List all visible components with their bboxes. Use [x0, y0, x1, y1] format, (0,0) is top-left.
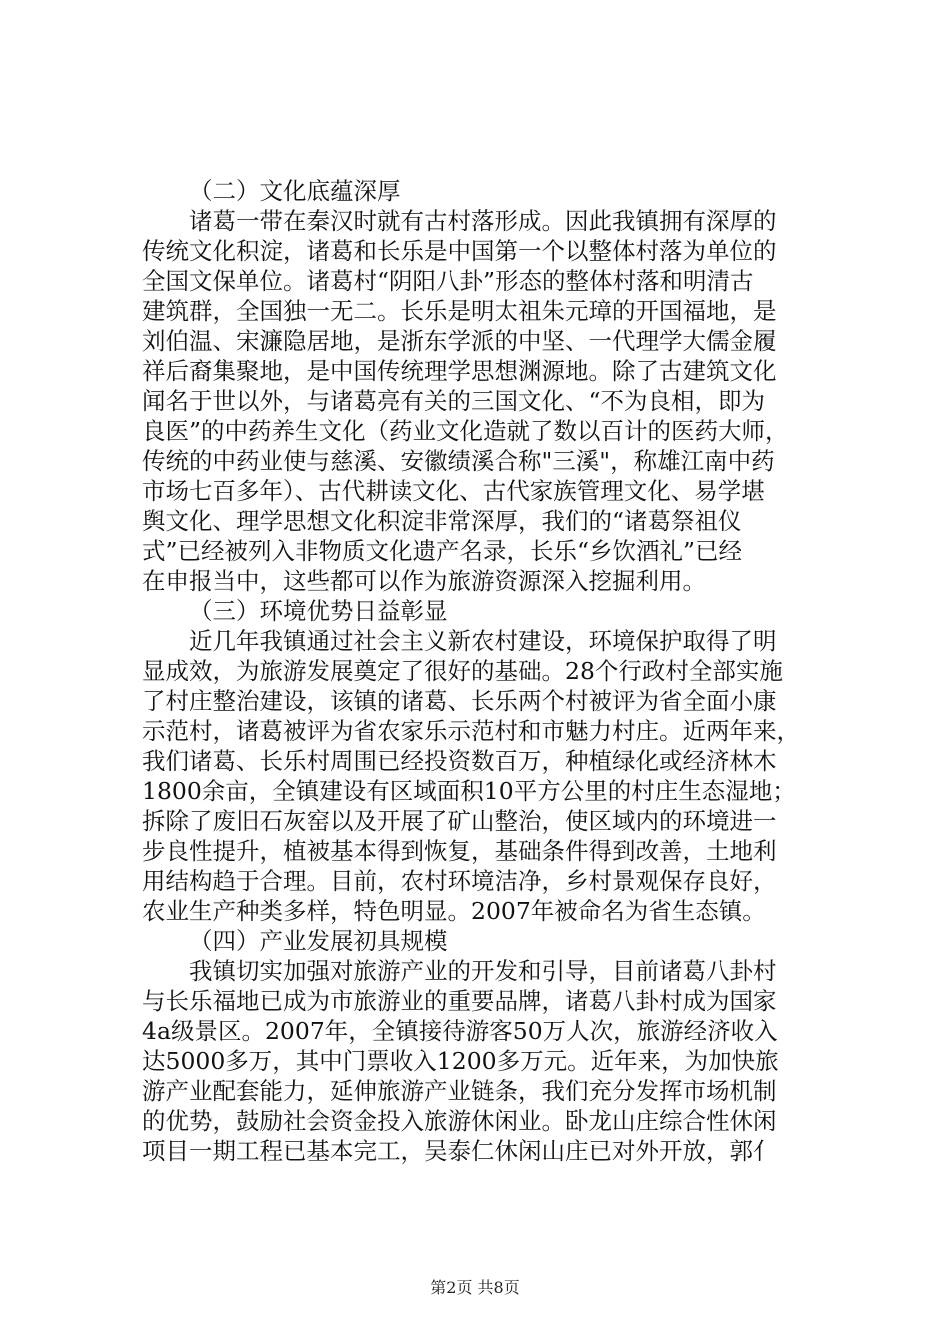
text-line: 祥后裔集聚地，是中国传统理学思想渊源地。除了古建筑文化	[142, 357, 777, 385]
text-line: 显成效，为旅游发展奠定了很好的基础。28个行政村全部实施	[142, 657, 783, 685]
text-line: 1800余亩，全镇建设有区域面积10平方公里的村庄生态湿地；	[142, 777, 796, 805]
text-line: 在申报当中，这些都可以作为旅游资源深入挖掘利用。	[142, 567, 706, 595]
text-line: （四）产业发展初具规模	[189, 927, 448, 955]
text-line: 示范村，诸葛被评为省农家乐示范村和市魅力村庄。近两年来，	[142, 717, 800, 745]
text-line: 步良性提升，植被基本得到恢复，基础条件得到改善，土地利	[142, 837, 777, 865]
text-line: （三）环境优势日益彰显	[189, 597, 448, 625]
text-line: 诸葛一带在秦汉时就有古村落形成。因此我镇拥有深厚的	[189, 207, 777, 235]
text-line: 项目一期工程已基本完工，吴泰仁休闲山庄已对外开放，郭亻	[142, 1137, 777, 1165]
text-line: 4a级景区。2007年，全镇接待游客50万人次，旅游经济收入	[142, 1017, 778, 1045]
text-line: 了村庄整治建设，该镇的诸葛、长乐两个村被评为省全面小康	[142, 687, 777, 715]
text-line: 建筑群，全国独一无二。长乐是明太祖朱元璋的开国福地，是	[142, 297, 777, 325]
text-line: 我镇切实加强对旅游产业的开发和引导，目前诸葛八卦村	[189, 957, 777, 985]
text-line: 市场七百多年）、古代耕读文化、古代家族管理文化、易学堪	[142, 477, 765, 505]
document-body	[142, 176, 832, 1166]
text-line: 的优势，鼓励社会资金投入旅游休闲业。卧龙山庄综合性休闲	[142, 1107, 777, 1135]
text-line: （二）文化底蕴深厚	[189, 177, 401, 205]
text-line: 闻名于世以外，与诸葛亮有关的三国文化、“不为良相，即为	[142, 387, 766, 415]
text-line: 农业生产种类多样，特色明显。2007年被命名为省生态镇。	[142, 897, 766, 925]
page-footer: 第2页 共8页	[430, 1278, 520, 1297]
text-line: 刘伯温、宋濂隐居地，是浙东学派的中坚、一代理学大儒金履	[142, 327, 777, 355]
text-line: 传统文化积淀，诸葛和长乐是中国第一个以整体村落为单位的	[142, 237, 777, 265]
text-line: 式”已经被列入非物质文化遗产名录，长乐“乡饮酒礼”已经	[142, 537, 743, 565]
text-line: 达5000多万，其中门票收入1200多万元。近年来，为加快旅	[142, 1047, 779, 1075]
text-line: 全国文保单位。诸葛村“阴阳八卦”形态的整体村落和明清古	[142, 267, 754, 295]
text-line: 传统的中药业使与慈溪、安徽绩溪合称"三溪"，称雄江南中药	[142, 447, 775, 475]
text-line: 良医”的中药养生文化（药业文化造就了数以百计的医药大师，	[142, 417, 789, 445]
text-line: 与长乐福地已成为市旅游业的重要品牌，诸葛八卦村成为国家	[142, 987, 777, 1015]
text-line: 用结构趋于合理。目前，农村环境洁净，乡村景观保存良好，	[142, 867, 777, 895]
text-line: 拆除了废旧石灰窑以及开展了矿山整治，使区域内的环境进一	[142, 807, 777, 835]
text-line: 游产业配套能力，延伸旅游产业链条，我们充分发挥市场机制	[142, 1077, 777, 1105]
text-line: 我们诸葛、长乐村周围已经投资数百万，种植绿化或经济林木	[142, 747, 777, 775]
text-line: 舆文化、理学思想文化积淀非常深厚，我们的“诸葛祭祖仪	[142, 507, 742, 535]
text-line: 近几年我镇通过社会主义新农村建设，环境保护取得了明	[189, 627, 777, 655]
